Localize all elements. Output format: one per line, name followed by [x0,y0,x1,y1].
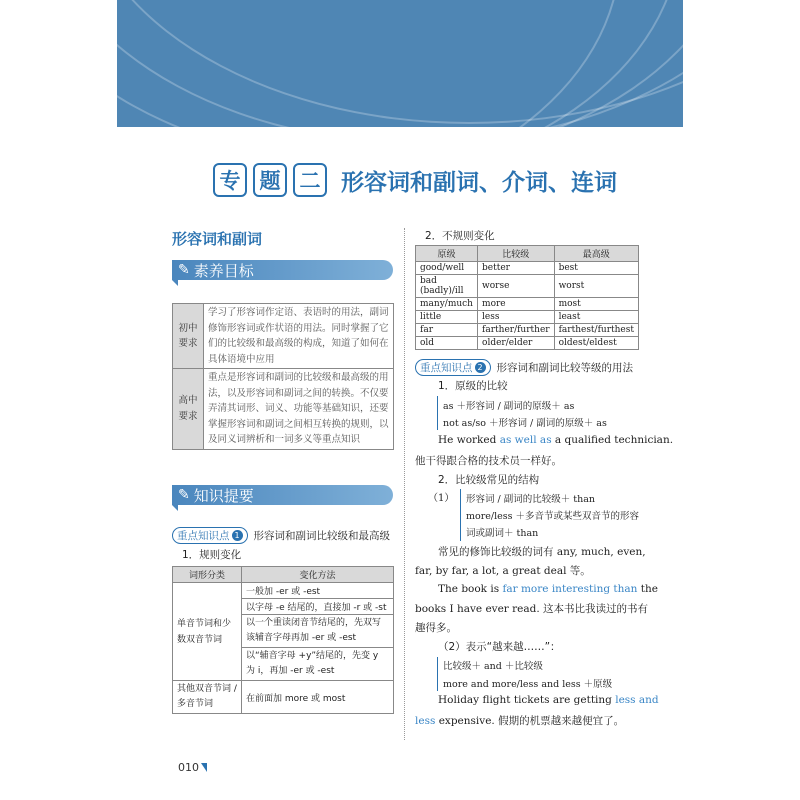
key-point-badge [415,359,491,376]
table-row [173,583,394,599]
example-text: The book is [438,583,503,595]
table-cell: bad (badly)/ill [416,275,478,298]
example-text: the [637,583,658,595]
table-row [173,681,394,714]
goal-table [172,303,394,450]
page-marker-icon [201,763,207,772]
knowledge-bar-label: 知识提要 [193,486,254,505]
item-number: （1） [428,493,455,504]
table-cell: little [416,311,478,324]
badge-number: 2 [475,362,486,373]
table-cell: least [554,311,638,324]
table-cell: 以字母 -e 结尾的，直接加 -r 或 -st [242,599,394,615]
column-divider [404,228,406,740]
table-row [416,275,639,298]
goal-bar-label: 素养目标 [193,261,254,280]
example-sentence [438,434,673,446]
chapter-title [213,163,617,197]
formula-line: 比较级＋ and ＋比较级 [443,661,543,672]
table-cell: far [416,324,478,337]
key-point-badge [172,527,248,544]
table-cell: 其他双音节词 / 多音节词 [173,681,242,714]
table-cell: worst [554,275,638,298]
goal-label: 初中要求 [173,304,204,369]
key-point-text: 形容词和副词比较级和最高级 [253,530,390,542]
formula-line: more/less ＋多音节或某些双音节的形容 [466,511,640,522]
header-banner [117,0,683,127]
goal-text: 重点是形容词和副词的比较级和最高级的用法，以及形容词和副词之间的转换。不仅要弄清其词形、词义、功能等基础知识，还要掌握形容词和副词之间相互转换的规则，以及同义词辨析和一词多义等重点知识 [204,369,394,450]
goal-bar [172,260,393,280]
example-sentence [438,583,658,595]
example-highlight: far more interesting than [502,583,638,595]
table-cell: farthest/furthest [554,324,638,337]
pencil-icon: ✎ [178,262,190,278]
table-header: 原级 [416,246,478,262]
table-row [416,298,639,311]
example-highlight: less [415,715,436,727]
table-cell: 以“辅音字母 +y”结尾的，先变 y 为 i，再加 -er 或 -est [242,648,394,681]
table-header: 变化方法 [242,567,394,583]
table-header-row [416,246,639,262]
bar-corner-icon [172,505,178,511]
formula-line: not as/so ＋形容词 / 副词的原级＋ as [443,418,607,429]
formula-line: more and more/less and less ＋原级 [443,679,613,690]
table-row [416,324,639,337]
table-cell: 一般加 -er 或 -est [242,583,394,599]
table-cell: good/well [416,262,478,275]
key-point-2 [415,359,633,376]
badge-label: 重点知识点 [420,362,473,374]
subheading: 2．比较级常见的结构 [438,474,540,486]
title-char-3: 二 [293,163,327,197]
formula-bracket [437,657,438,691]
table-header: 比较级 [478,246,555,262]
table-cell: farther/further [478,324,555,337]
example-text: Holiday flight tickets are getting [438,694,616,706]
section-title: 形容词和副词 [172,230,263,248]
table-cell: better [478,262,555,275]
knowledge-bar [172,485,393,505]
table-cell: 单音节词和少数双音节词 [173,583,242,681]
table-row [416,262,639,275]
title-char-2: 题 [253,163,287,197]
example-text: expensive. 假期的机票越来越便宜了。 [435,715,625,727]
table-cell: oldest/eldest [554,337,638,350]
goal-row [173,369,394,450]
title-main: 形容词和副词、介词、连词 [341,169,617,196]
table-cell: most [554,298,638,311]
table-header-row [173,567,394,583]
table-cell: more [478,298,555,311]
example-text: a qualified technician. [551,434,674,446]
pencil-icon: ✎ [178,487,190,503]
table-cell: old [416,337,478,350]
key-point-1 [172,527,390,544]
formula-line: as ＋形容词 / 副词的原级＋ as [443,401,575,412]
table-cell: 以一个重读闭音节结尾的，先双写该辅音字母再加 -er 或 -est [242,615,394,648]
subheading: 1．原级的比较 [438,380,508,392]
table-row [416,311,639,324]
irregular-table [415,245,639,350]
formula-line: 形容词 / 副词的比较级＋ than [466,494,595,505]
table-cell: 在前面加 more 或 most [242,681,394,714]
item-heading: （2）表示“越来越……”： [438,641,561,653]
example-highlight: less and [615,694,659,706]
bar-corner-icon [172,280,178,286]
subheading: 1．规则变化 [182,549,242,561]
table-row [416,337,639,350]
example-sentence: books I have ever read. 这本书比我读过的书有 [415,603,649,615]
goal-label: 高中要求 [173,369,204,450]
table-cell: many/much [416,298,478,311]
badge-number: 1 [232,530,243,541]
title-char-1: 专 [213,163,247,197]
table-cell: worse [478,275,555,298]
example-highlight: as well as [499,434,552,446]
page-number: 010 [178,761,199,774]
body-text: far, by far, a lot, a great deal 等。 [415,565,591,577]
example-sentence [415,713,624,728]
rule-table [172,566,394,714]
table-cell: older/elder [478,337,555,350]
formula-bracket [437,396,438,430]
formula-line: 词或副词＋ than [466,528,539,539]
table-cell: less [478,311,555,324]
body-text: 常见的修饰比较级的词有 any, much, even, [438,546,646,558]
formula-bracket [460,489,461,541]
goal-row [173,304,394,369]
subheading: 2．不规则变化 [425,230,495,242]
key-point-text: 形容词和副词比较等级的用法 [496,362,633,374]
badge-label: 重点知识点 [177,530,230,542]
example-text: He worked [438,434,500,446]
example-translation: 趣得多。 [415,622,457,634]
table-cell: best [554,262,638,275]
example-translation: 他干得跟合格的技术员一样好。 [415,455,562,467]
table-header: 最高级 [554,246,638,262]
example-sentence [438,694,659,706]
table-header: 词形分类 [173,567,242,583]
goal-text: 学习了形容词作定语、表语时的用法，副词修饰形容词或作状语的用法。同时掌握了它们的比较级和最高级的构成，知道了如何在具体语境中应用 [204,304,394,369]
